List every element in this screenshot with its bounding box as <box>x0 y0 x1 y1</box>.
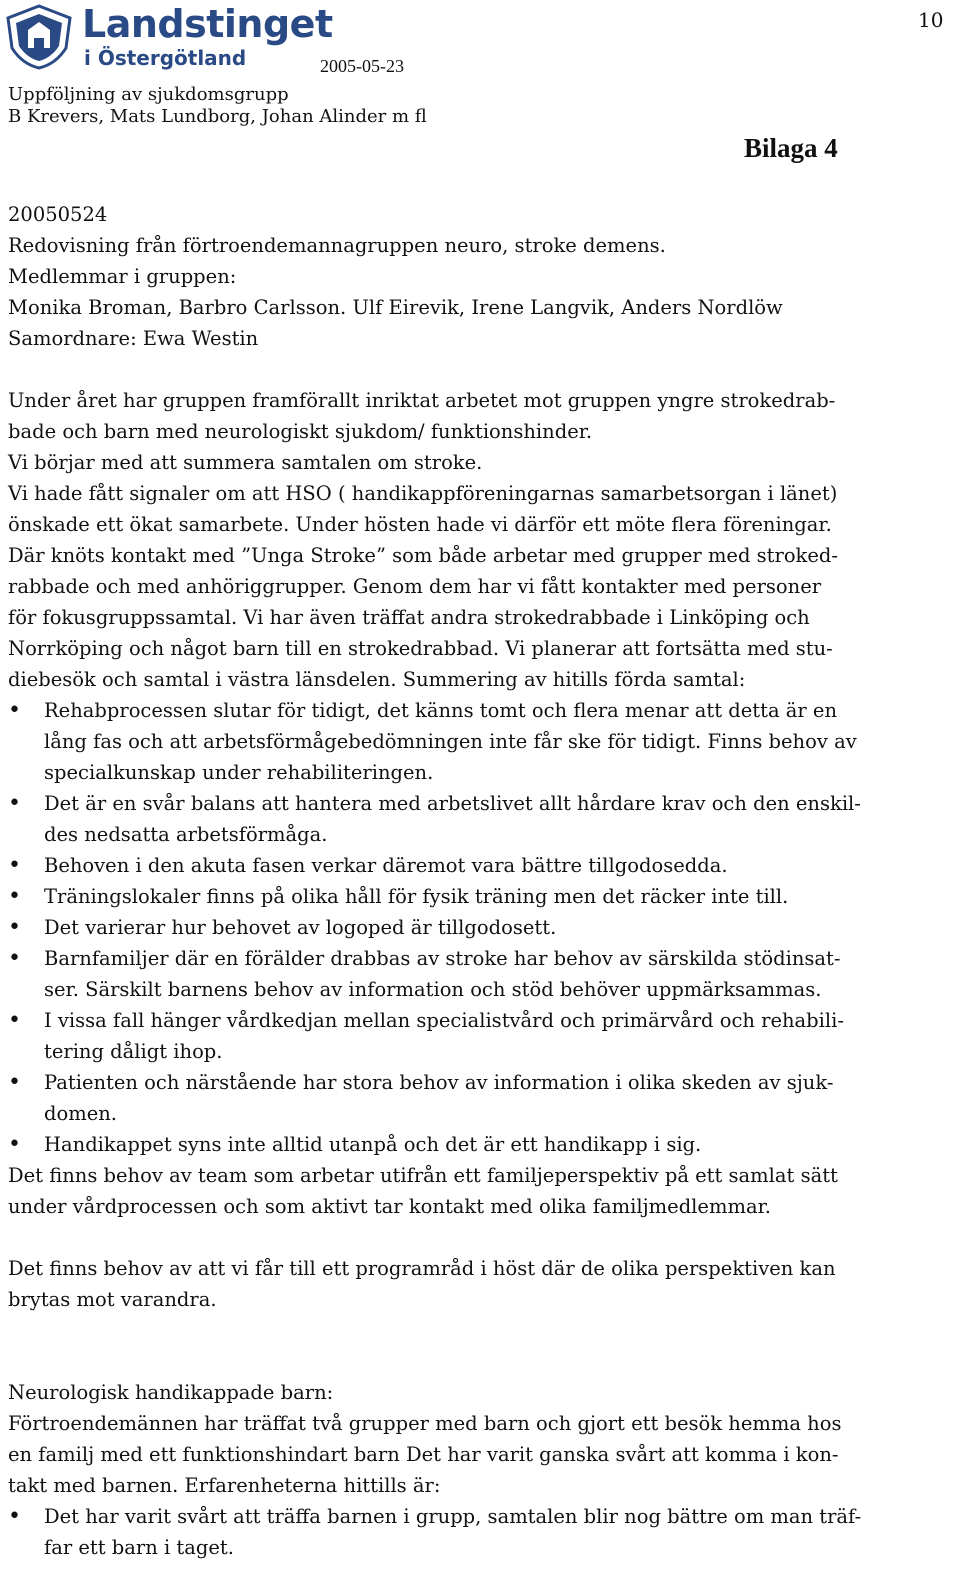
list-item-line: • Handikappet syns inte alltid utanpå och det är ett handikapp i sig. <box>44 1133 702 1156</box>
text-line: Vi hade fått signaler om att HSO ( handikappföreningarnas samarbetsorgan i länet) <box>8 482 838 505</box>
text-line: Där knöts kontakt med ”Unga Stroke” som både arbetar med grupper med stroked- <box>8 544 838 567</box>
list-item-line: • Träningslokaler finns på olika håll för fysik träning men det räcker inte till. <box>44 885 789 908</box>
text-line: brytas mot varandra. <box>8 1288 217 1311</box>
page-number: 10 <box>918 8 944 32</box>
list-item-line: • Rehabprocessen slutar för tidigt, det känns tomt och flera menar att detta är en <box>44 699 838 722</box>
list-item <box>8 943 938 1005</box>
text-line: önskade ett ökat samarbete. Under hösten hade vi därför ett möte flera föreningar. <box>8 513 832 536</box>
logo-subtitle: i Östergötland <box>84 46 247 70</box>
region-shield-icon <box>4 4 74 70</box>
text-line: diebesök och samtal i västra länsdelen. Summering av hitills förda samtal: <box>8 668 746 691</box>
text-line: Monika Broman, Barbro Carlsson. Ulf Eirevik, Irene Langvik, Anders Nordlöw <box>8 296 783 319</box>
list-item-line: specialkunskap under rehabiliteringen. <box>44 761 434 784</box>
text-line: Redovisning från förtroendemannagruppen neuro, stroke demens. <box>8 234 666 257</box>
list-item <box>8 912 938 943</box>
paragraph-children <box>8 1408 938 1501</box>
list-item-line: tering dåligt ihop. <box>44 1040 223 1063</box>
list-item-line: • Det är en svår balans att hantera med arbetslivet allt hårdare krav och den enskil- <box>44 792 861 815</box>
text-line: takt med barnen. Erfarenheterna hittills är: <box>8 1474 441 1497</box>
list-item <box>8 788 938 850</box>
list-item <box>8 850 938 881</box>
list-item-line: far ett barn i taget. <box>44 1536 234 1559</box>
text-line: för fokusgruppssamtal. Vi har även träffat andra strokedrabbade i Linköping och <box>8 606 810 629</box>
summary-list <box>8 695 938 1160</box>
list-item-line: • Det varierar hur behovet av logoped är tillgodosett. <box>44 916 557 939</box>
text-line: en familj med ett funktionshindart barn Det har varit ganska svårt att komma i kon- <box>8 1443 839 1466</box>
logo-name: Landstinget <box>82 2 333 46</box>
intro-block <box>8 199 938 354</box>
text-line: Samordnare: Ewa Westin <box>8 327 259 350</box>
list-item <box>8 695 938 788</box>
list-item <box>8 1005 938 1067</box>
list-item-line: des nedsatta arbetsförmåga. <box>44 823 328 846</box>
appendix-label: Bilaga 4 <box>744 133 838 163</box>
children-list <box>8 1501 938 1563</box>
text-line: bade och barn med neurologiskt sjukdom/ funktionshinder. <box>8 420 593 443</box>
list-item <box>8 1129 938 1160</box>
text-line: Det finns behov av att vi får till ett programråd i höst där de olika perspektiven kan <box>8 1257 836 1280</box>
list-item <box>8 881 938 912</box>
text-line: Det finns behov av team som arbetar utifrån ett familjeperspektiv på ett samlat sätt <box>8 1164 838 1187</box>
list-item-line: • Behoven i den akuta fasen verkar däremot vara bättre tillgodosedda. <box>44 854 728 877</box>
list-item-line: • I vissa fall hänger vårdkedjan mellan specialistvård och primärvård och rehabili- <box>44 1009 844 1032</box>
list-item <box>8 1501 938 1563</box>
header-line-2: B Krevers, Mats Lundborg, Johan Alinder m fl <box>8 106 427 127</box>
list-item-line: lång fas och att arbetsförmågebedömningen inte får ske för tidigt. Finns behov av <box>44 730 857 753</box>
text-line: Under året har gruppen framförallt inriktat arbetet mot gruppen yngre strokedrab- <box>8 389 836 412</box>
text-line: 20050524 <box>8 203 108 226</box>
text-line: Medlemmar i gruppen: <box>8 265 237 288</box>
list-item-line: • Patienten och närstående har stora behov av information i olika skeden av sjuk- <box>44 1071 834 1094</box>
list-item <box>8 1067 938 1129</box>
list-item-line: ser. Särskilt barnens behov av information och stöd behöver uppmärksammas. <box>44 978 822 1001</box>
list-item-line: • Barnfamiljer där en förälder drabbas av stroke har behov av särskilda stödinsat- <box>44 947 841 970</box>
paragraph-team <box>8 1160 938 1222</box>
text-line: rabbade och med anhöriggrupper. Genom dem har vi fått kontakter med personer <box>8 575 822 598</box>
document-date: 2005-05-23 <box>320 56 404 76</box>
text-line: Vi börjar med att summera samtalen om stroke. <box>8 451 483 474</box>
text-line: Norrköping och något barn till en strokedrabbad. Vi planerar att fortsätta med stu- <box>8 637 833 660</box>
logo <box>4 2 333 74</box>
list-item-line: • Det har varit svårt att träffa barnen i grupp, samtalen blir nog bättre om man träf- <box>44 1505 862 1528</box>
text-line: under vårdprocessen och som aktivt tar kontakt med olika familjmedlemmar. <box>8 1195 771 1218</box>
section-heading: Neurologisk handikappade barn: <box>8 1381 334 1404</box>
document-body <box>8 199 938 1563</box>
header-line-1: Uppföljning av sjukdomsgrupp <box>8 84 289 105</box>
paragraph-stroke <box>8 385 938 695</box>
text-line: Förtroendemännen har träffat två grupper med barn och gjort ett besök hemma hos <box>8 1412 842 1435</box>
list-item-line: domen. <box>44 1102 118 1125</box>
paragraph-programrad <box>8 1253 938 1315</box>
